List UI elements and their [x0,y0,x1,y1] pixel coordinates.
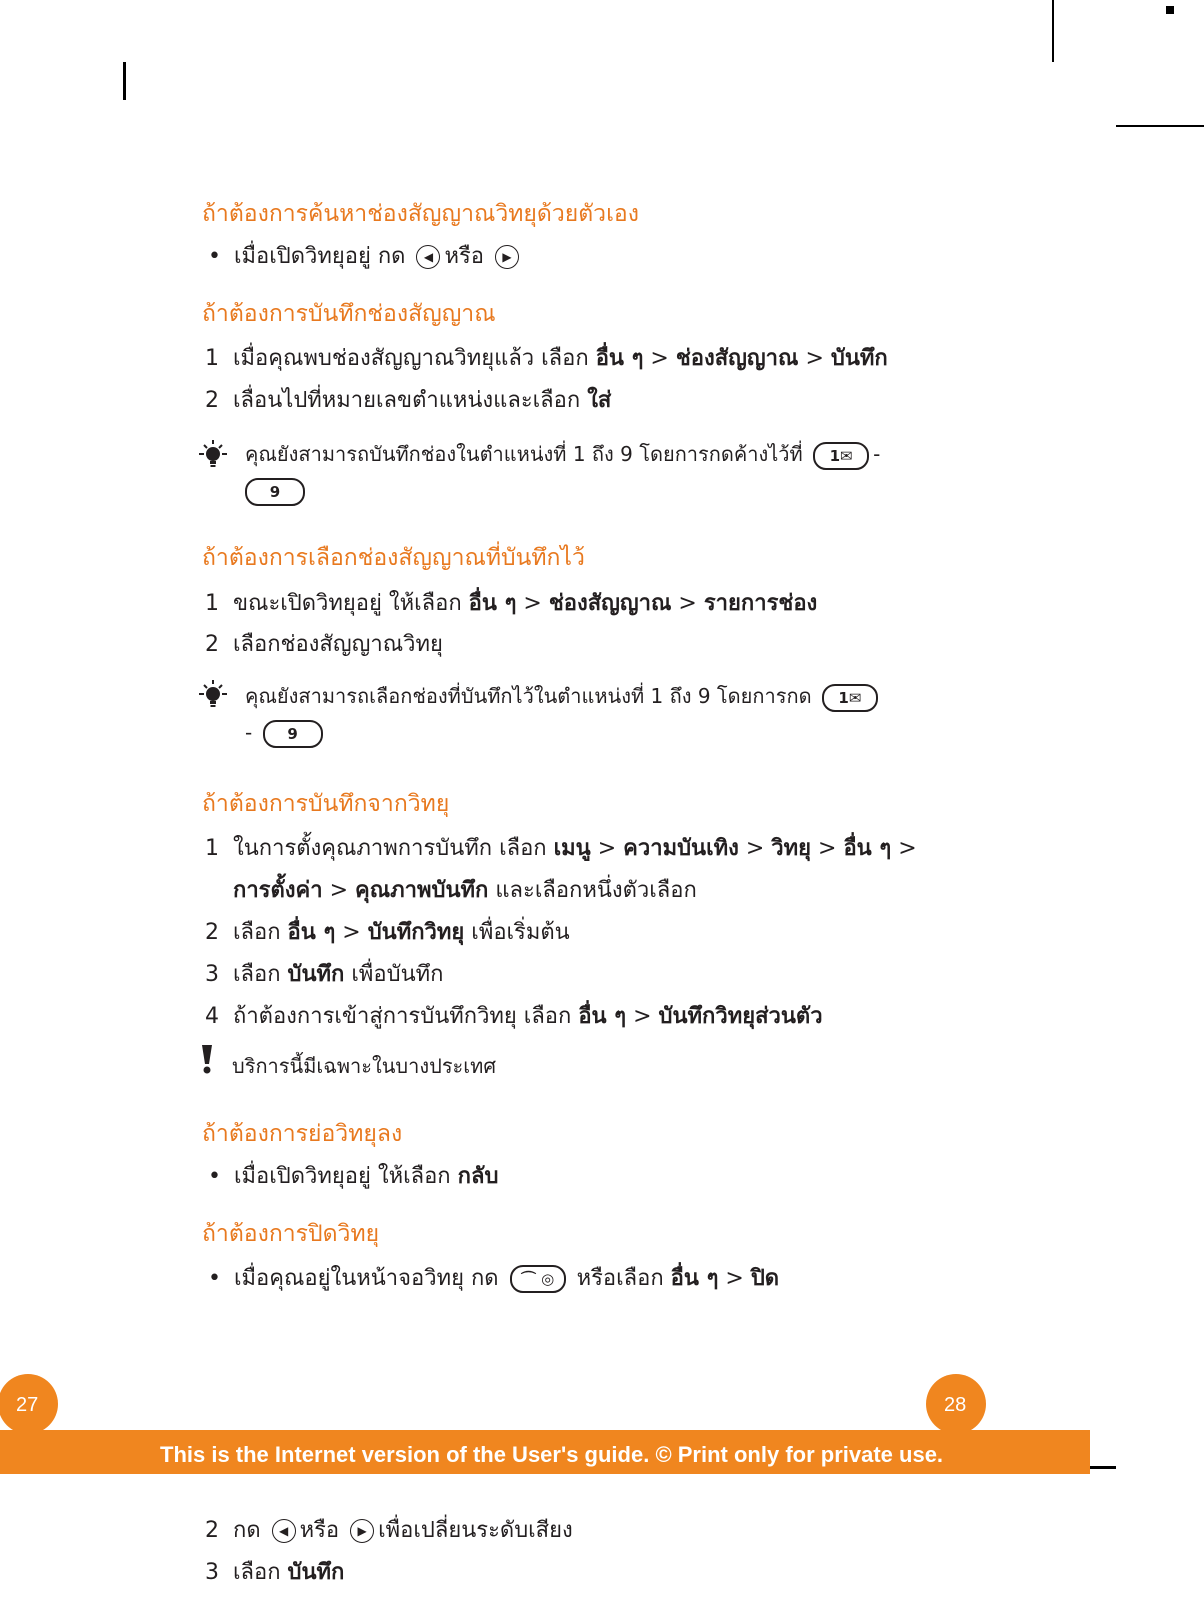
step-number: 2 [205,632,219,657]
key-1-icon: 1✉ [813,442,869,470]
menu-item: การตั้งค่า [233,877,323,903]
tip-lightbulb-icon [198,440,228,470]
separator: > [342,920,361,945]
menu-item: รายการช่อง [703,590,818,616]
step-line [205,585,817,620]
bullet-line [208,1260,779,1295]
tip-text-line [245,438,880,470]
section-heading: ถ้าต้องการบันทึกช่องสัญญาณ [202,301,496,327]
line-text: เพื่อบันทึก [351,962,444,987]
step-line-continued [233,872,697,907]
menu-item: อื่น ๆ [843,835,892,861]
step-number: 2 [205,388,219,413]
line-text: เมื่อเปิดวิทยุอยู่ ให้เลือก [234,1164,451,1189]
key-1-icon: 1✉ [822,684,878,712]
separator: > [678,591,697,616]
step-line [205,1512,573,1547]
line-text: เพื่อเปลี่ยนระดับเสียง [378,1518,573,1543]
step-number: 1 [205,591,219,616]
line-text: เมื่อคุณอยู่ในหน้าจอวิทยุ กด [234,1266,499,1291]
section-heading: ถ้าต้องการค้นหาช่องสัญญาณวิทยุด้วยตัวเอง [202,201,639,227]
bullet-line [208,1158,498,1193]
separator: > [597,836,617,861]
navigation-left-icon: ◀ [272,1519,296,1543]
section-heading: ถ้าต้องการเลือกช่องสัญญาณที่บันทึกไว้ [202,545,585,571]
line-text: ถ้าต้องการเข้าสู่การบันทึกวิทยุ เลือก [233,1004,572,1029]
step-number: 1 [205,836,219,861]
step-line [205,626,443,661]
step-line [205,1554,344,1589]
separator: > [650,346,669,371]
separator: > [633,1004,652,1029]
crop-mark-right [1116,125,1204,127]
crop-mark-square [1166,6,1174,14]
tip-text: คุณยังสามารถบันทึกช่องในตำแหน่งที่ 1 ถึง 9 โดยการกดค้างไว้ที่ [245,442,803,466]
bullet-marker: • [208,1164,221,1189]
menu-item: วิทยุ [771,835,812,861]
navigation-left-icon: ◀ [416,245,440,269]
separator: > [725,1266,744,1291]
tip-dash: - [873,442,881,466]
menu-item: อื่น ๆ [468,590,517,616]
tip-text-line [245,680,882,712]
separator: > [745,836,765,861]
menu-item: บันทึก [830,345,888,371]
menu-item: ช่องสัญญาณ [548,590,672,616]
step-line [205,340,888,375]
menu-item: บันทึก [287,1559,345,1585]
line-text: และเลือกหนึ่งตัวเลือก [495,878,697,903]
section-heading: ถ้าต้องการปิดวิทยุ [202,1221,380,1247]
page-number-left: 27 [16,1394,39,1416]
section-heading: ถ้าต้องการบันทึกจากวิทยุ [202,791,450,817]
bullet-marker: • [208,244,221,269]
step-line [205,998,823,1033]
navigation-right-icon: ▶ [350,1519,374,1543]
line-text: หรือเลือก [576,1266,664,1291]
menu-item: เมนู [553,835,591,861]
menu-item: ปิด [750,1265,780,1291]
line-text: ขณะเปิดวิทยุอยู่ ให้เลือก [233,591,462,616]
footer-notice: This is the Internet version of the User's guide. © Print only for private use. [160,1442,944,1467]
menu-item: อื่น ๆ [670,1265,719,1291]
menu-item: อื่น ๆ [578,1003,627,1029]
separator: > [898,836,917,861]
page-number-right: 28 [944,1394,967,1416]
menu-item: บันทึกวิทยุ [367,919,465,945]
menu-item: ใส่ [587,387,612,413]
step-number: 2 [205,1518,219,1543]
key-9-icon: 9 [263,720,323,748]
tip-text-line [245,720,327,748]
step-line [205,830,917,865]
separator: > [523,591,542,616]
line-text: เลือก [233,1560,281,1585]
menu-item: กลับ [457,1163,499,1189]
line-text: ในการตั้งคุณภาพการบันทึก เลือก [233,836,547,861]
crop-mark-top-right [1052,0,1054,62]
line-text: เลือก [233,962,281,987]
line-text: เพื่อเริ่มต้น [471,920,570,945]
tip-dash: - [245,720,253,745]
tip-text: คุณยังสามารถเลือกช่องที่บันทึกไว้ในตำแหน่งที่ 1 ถึง 9 โดยการกด [245,684,812,708]
step-number: 3 [205,1560,219,1585]
separator: > [805,346,824,371]
warning-exclamation-icon [200,1044,214,1074]
bullet-marker: • [208,1266,221,1291]
step-number: 4 [205,1004,219,1029]
line-text: กด [233,1518,261,1543]
end-call-key-icon: ⌒ ◎ [510,1265,566,1293]
section-heading: ถ้าต้องการย่อวิทยุลง [202,1121,403,1147]
line-text: เลือกช่องสัญญาณวิทยุ [233,632,443,657]
separator: > [329,878,349,903]
step-number: 1 [205,346,219,371]
line-text: เลือก [233,920,281,945]
warning-text: บริการนี้มีเฉพาะในบางประเทศ [232,1054,497,1078]
key-9-icon: 9 [245,478,305,506]
menu-item: อื่น ๆ [595,345,644,371]
crop-mark-left [123,62,126,100]
menu-item: บันทึกวิทยุส่วนตัว [658,1003,823,1029]
bullet-line [208,238,523,273]
step-line [205,956,443,991]
menu-item: ช่องสัญญาณ [675,345,799,371]
menu-item: ความบันเทิง [623,835,739,861]
step-number: 3 [205,962,219,987]
menu-item: คุณภาพบันทึก [355,877,489,903]
separator: > [818,836,837,861]
step-number: 2 [205,920,219,945]
line-text: เมื่อคุณพบช่องสัญญาณวิทยุแล้ว เลือก [233,346,589,371]
line-text: เมื่อเปิดวิทยุอยู่ กด [234,244,406,269]
navigation-right-icon: ▶ [495,245,519,269]
line-text: เลื่อนไปที่หมายเลขตำแหน่งและเลือก [233,388,581,413]
line-text-mid: หรือ [299,1518,340,1543]
line-text-mid: หรือ [444,244,484,269]
menu-item: อื่น ๆ [287,919,336,945]
step-line [205,382,611,417]
step-line [205,914,570,949]
tip-lightbulb-icon [198,680,228,710]
tip-text-line [241,478,309,506]
menu-item: บันทึก [287,961,345,987]
